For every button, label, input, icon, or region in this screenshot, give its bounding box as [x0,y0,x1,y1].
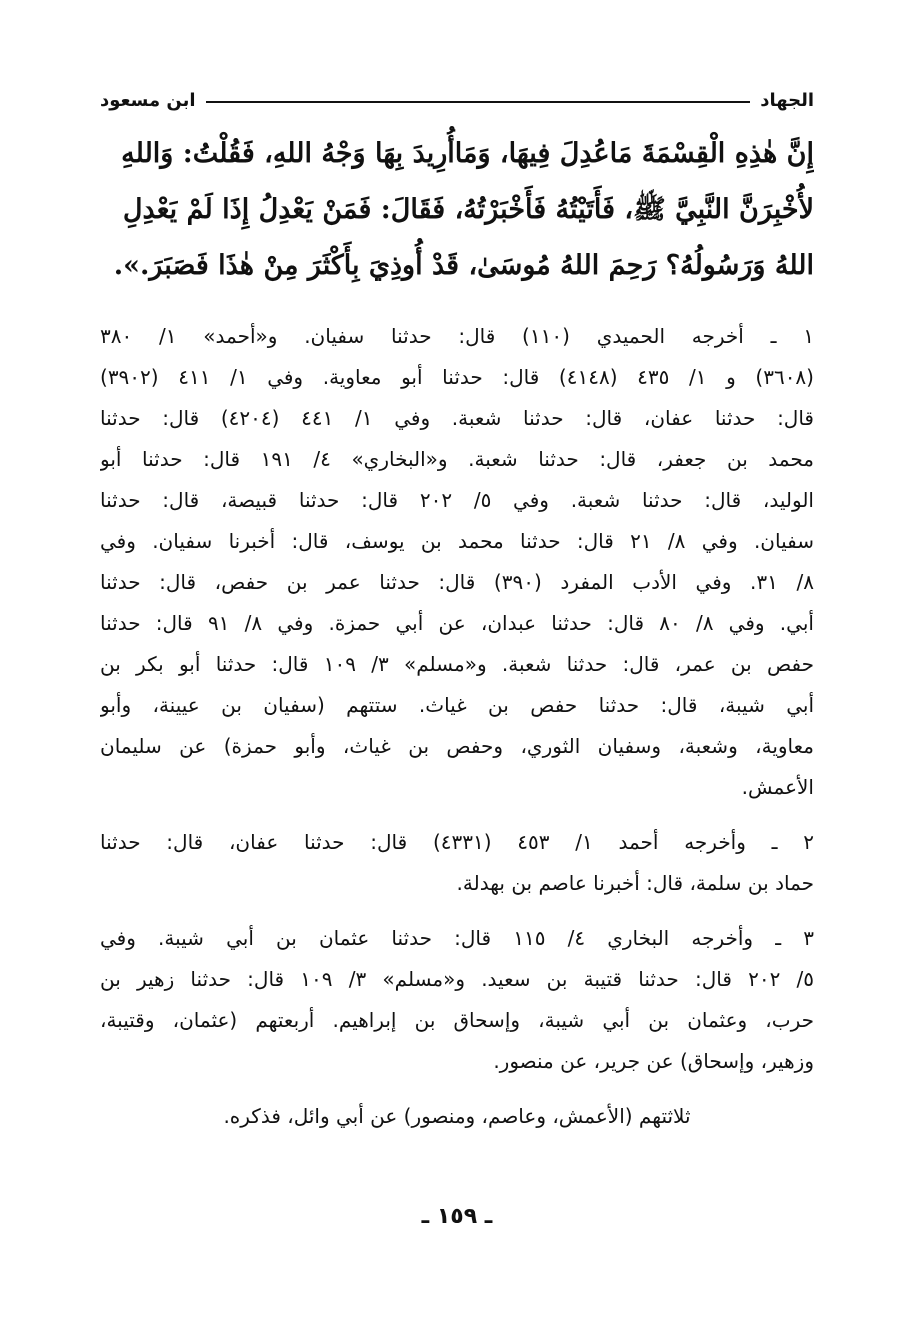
footnote-line: وزهير، وإسحاق) عن جرير، عن منصور. [493,1049,814,1073]
hadith-line: لأُخْبِرَنَّ النَّبِيَّ ﷺ، فَأَتَيْتُهُ فَأَخْبَرْتُهُ، فَقَالَ: فَمَنْ يَعْدِلُ إِذَا لَمْ يَعْدِلِ [122,194,814,225]
header-rule [206,101,751,103]
hadith-text [100,126,814,294]
footnote-line: الأعمش. [741,775,814,799]
hadith-line: اللهُ وَرَسُولُهُ؟ رَحِمَ اللهُ مُوسَىٰ، قَدْ أُوذِيَ بِأَكْثَرَ مِنْ هٰذَا فَصَبَرَ.». [113,250,814,281]
footnote-line: سفيان. وفي ٨/ ٢١ قال: حدثنا محمد بن يوسف، قال: أخبرنا سفيان. وفي [100,529,814,553]
footnote-1 [100,316,814,808]
footnote-line: ٥/ ٢٠٢ قال: حدثنا قتيبة بن سعيد. و«مسلم» ٣/ ١٠٩ قال: حدثنا زهير بن [100,967,814,991]
footnote-line: محمد بن جعفر، قال: حدثنا شعبة. و«البخاري» ٤/ ١٩١ قال: حدثنا أبو [100,447,814,471]
footnote-line: حرب، وعثمان بن أبي شيبة، وإسحاق بن إبراهيم. أربعتهم (عثمان، وقتيبة، [100,1008,814,1032]
footnote-line: (٣٦٠٨) و ١/ ٤٣٥ (٤١٤٨) قال: حدثنا أبو معاوية. وفي ١/ ٤١١ (٣٩٠٢) [100,365,814,389]
section-title: ابن مسعود [100,89,196,111]
footnote-line: ١ ـ أخرجه الحميدي (١١٠) قال: حدثنا سفيان. و«أحمد» ١/ ٣٨٠ [100,324,814,348]
running-header [100,84,814,116]
page-number: ـ ١٥٩ ـ [421,1204,493,1229]
footnote-line: الوليد، قال: حدثنا شعبة. وفي ٥/ ٢٠٢ قال: حدثنا قبيصة، قال: حدثنا [100,488,814,512]
footnote-line: ثلاثتهم (الأعمش، وعاصم، ومنصور) عن أبي وائل، فذكره. [223,1104,691,1128]
footnote-line: أبي شيبة، قال: حدثنا حفص بن غياث. ستتهم (سفيان بن عيينة، وأبو [100,693,814,717]
footnote-line: أبي. وفي ٨/ ٨٠ قال: حدثنا عبدان، عن أبي حمزة. وفي ٨/ ٩١ قال: حدثنا [100,611,814,635]
chapter-title: الجهاد [760,89,814,111]
footnote-line: ٨/ ٣١. وفي الأدب المفرد (٣٩٠) قال: حدثنا عمر بن حفص، قال: حدثنا [100,570,814,594]
footnote-summary [100,1096,814,1137]
footnote-2 [100,822,814,904]
footnotes [100,316,814,1137]
footnote-line: حفص بن عمر، قال: حدثنا شعبة. و«مسلم» ٣/ ١٠٩ قال: حدثنا أبو بكر بن [100,652,814,676]
footnote-line: معاوية، وشعبة، وسفيان الثوري، وحفص بن غياث، وأبو حمزة) عن سليمان [100,734,814,758]
footnote-line: ٢ ـ وأخرجه أحمد ١/ ٤٥٣ (٤٣٣١) قال: حدثنا عفان، قال: حدثنا [100,830,814,854]
footnote-3 [100,918,814,1082]
footnote-line: قال: حدثنا عفان، قال: حدثنا شعبة. وفي ١/ ٤٤١ (٤٢٠٤) قال: حدثنا [100,406,814,430]
book-page [100,84,814,1274]
hadith-line: إِنَّ هٰذِهِ الْقِسْمَةَ مَاعُدِلَ فِيهَا، وَمَاأُرِيدَ بِهَا وَجْهُ اللهِ، فَقُلْتُ: وَاللهِ [121,138,814,169]
footnote-line: حماد بن سلمة، قال: أخبرنا عاصم بن بهدلة. [456,871,814,895]
footnote-line: ٣ ـ وأخرجه البخاري ٤/ ١١٥ قال: حدثنا عثمان بن أبي شيبة. وفي [100,926,814,950]
